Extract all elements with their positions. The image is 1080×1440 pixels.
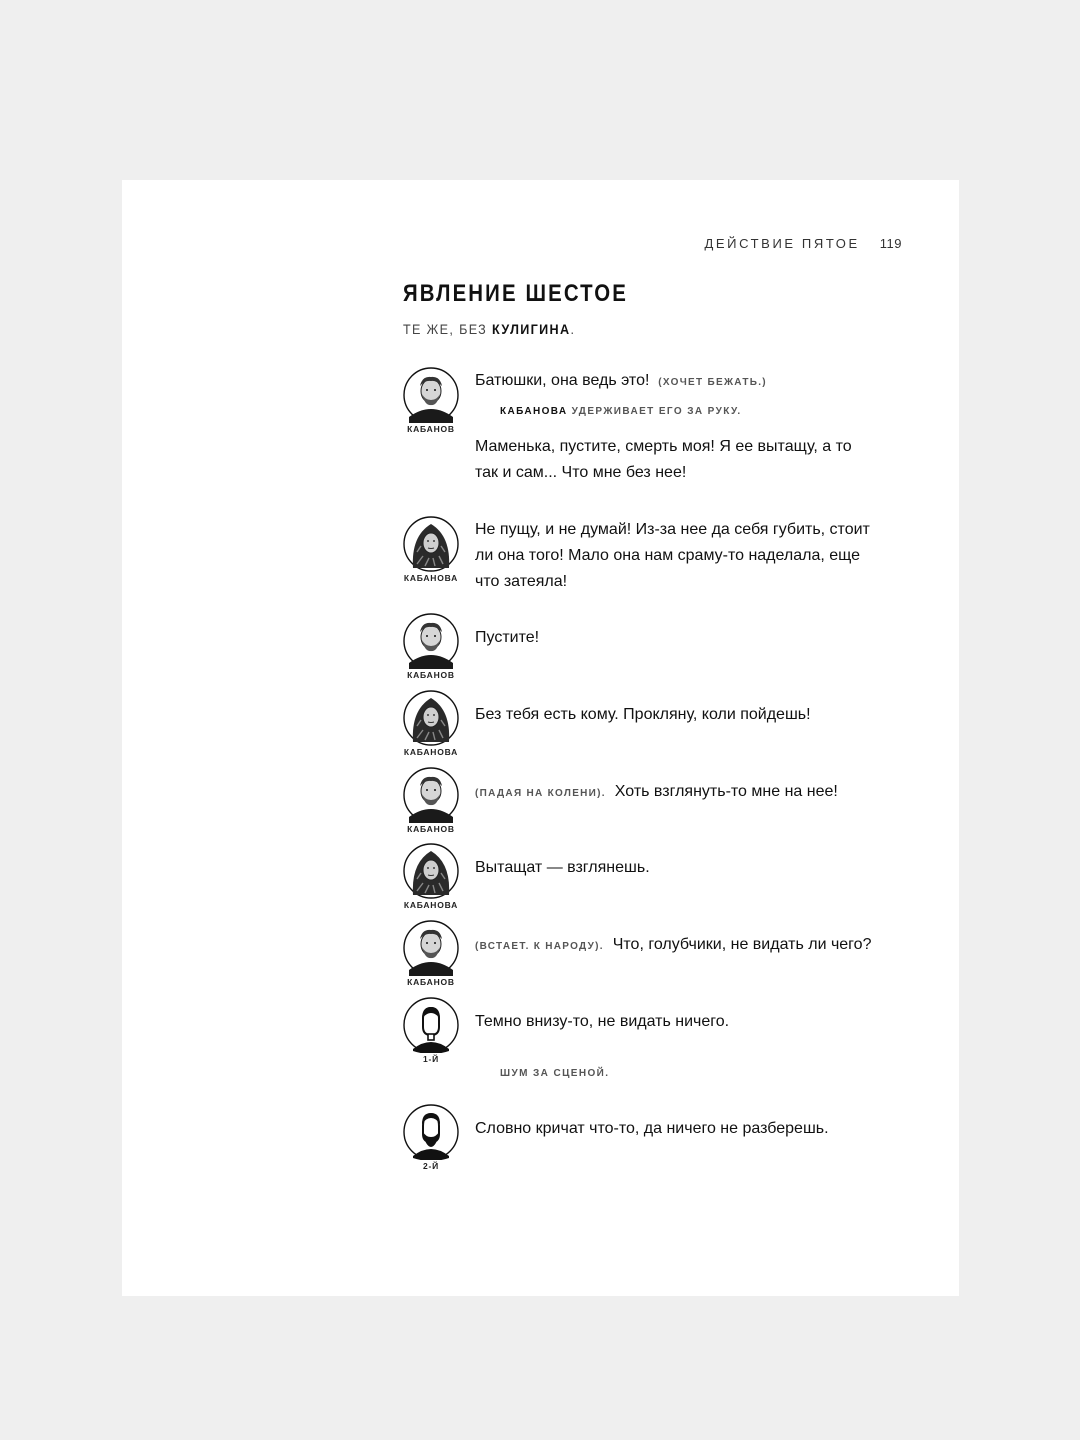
page-number: 119 xyxy=(879,236,902,251)
man-silhouette-icon xyxy=(403,997,459,1053)
bearded-man-portrait-icon xyxy=(403,613,459,669)
speaker-avatar: КАБАНОВ xyxy=(403,767,459,834)
book-page xyxy=(122,180,959,1296)
speaker-avatar: КАБАНОВА xyxy=(403,690,459,757)
section-title: ДЕЙСТВИЕ ПЯТОЕ xyxy=(704,236,860,251)
speaker-avatar: 2-Й xyxy=(403,1104,459,1171)
dialogue-line: Маменька, пустите, смерть моя! Я ее вытащу, а то так и сам... Что мне без нее! xyxy=(475,438,852,481)
scene-subtitle: ТЕ ЖЕ, БЕЗ КУЛИГИНА. xyxy=(403,321,576,337)
speaker-avatar: 1-Й xyxy=(403,997,459,1064)
dialogue-line: Не пущу, и не думай! Из-за нее да себя губить, стоит ли она того! Мало она нам сраму-то наделала, еще что затеяла! xyxy=(475,521,870,590)
woman-in-headscarf-portrait-icon xyxy=(403,516,459,572)
bearded-man-portrait-icon xyxy=(403,920,459,976)
woman-in-headscarf-portrait-icon xyxy=(403,690,459,746)
bearded-man-portrait-icon xyxy=(403,767,459,823)
speaker-avatar: КАБАНОВ xyxy=(403,613,459,680)
stage-direction: ШУМ ЗА СЦЕНОЙ. xyxy=(500,1068,610,1079)
speaker-avatar: КАБАНОВА xyxy=(403,843,459,910)
speaker-avatar: КАБАНОВ xyxy=(403,367,459,434)
dialogue-line: Пустите! xyxy=(475,629,540,646)
dialogue-line: Без тебя есть кому. Прокляну, коли пойдешь! xyxy=(475,706,811,723)
speaker-avatar: КАБАНОВ xyxy=(403,920,459,987)
woman-in-headscarf-portrait-icon xyxy=(403,843,459,899)
bearded-man-silhouette-icon xyxy=(403,1104,459,1160)
bearded-man-portrait-icon xyxy=(403,367,459,423)
dialogue-line: Словно кричат что-то, да ничего не разберешь. xyxy=(475,1120,829,1137)
dialogue-line: Темно внизу-то, не видать ничего. xyxy=(475,1013,730,1030)
stage-direction: КАБАНОВА УДЕРЖИВАЕТ ЕГО ЗА РУКУ. xyxy=(500,406,742,417)
running-header xyxy=(704,236,902,251)
speaker-avatar: КАБАНОВА xyxy=(403,516,459,583)
dialogue-line: Батюшки, она ведь это! (ХОЧЕТ БЕЖАТЬ.) xyxy=(475,372,767,389)
dialogue-line: (ВСТАЕТ. К НАРОДУ). Что, голубчики, не видать ли чего? xyxy=(475,936,872,953)
dialogue-line: (ПАДАЯ НА КОЛЕНИ). Хоть взглянуть-то мне на нее! xyxy=(475,783,838,800)
scene-title: ЯВЛЕНИЕ ШЕСТОЕ xyxy=(403,280,628,307)
dialogue-line: Вытащат — взглянешь. xyxy=(475,859,650,876)
